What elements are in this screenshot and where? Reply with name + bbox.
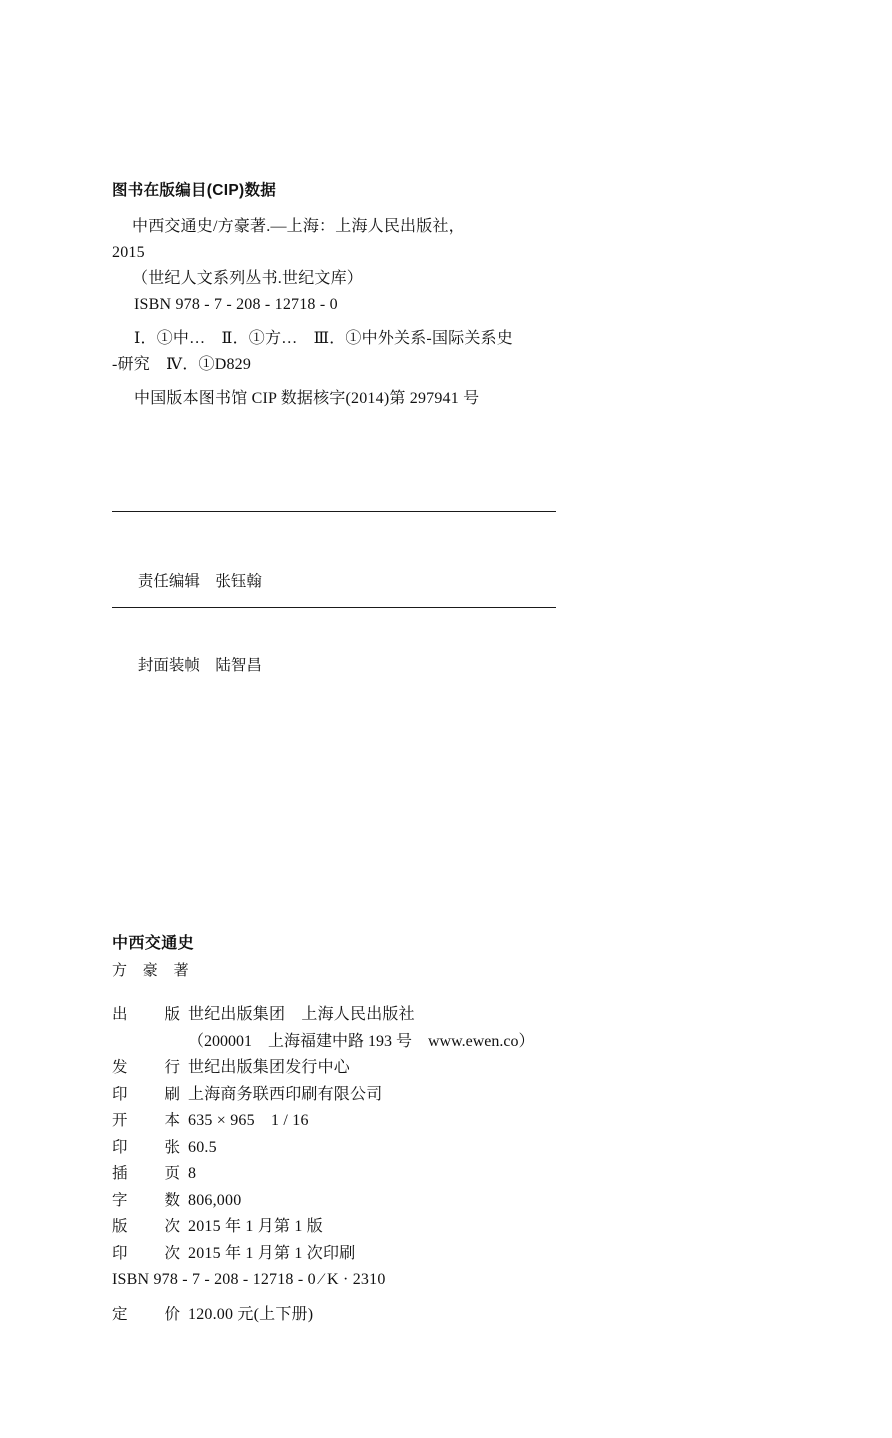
colophon-value-publisher: 世纪出版集团 上海人民出版社: [188, 1006, 415, 1023]
colophon-row-publisher: [112, 1002, 772, 1029]
colophon-value-edition: 2015 年 1 月第 1 版: [188, 1218, 324, 1235]
cip-line-series: （世纪人文系列丛书.世纪文库）: [132, 270, 364, 287]
colophon-value-distributor: 世纪出版集团发行中心: [188, 1059, 351, 1076]
colophon-row-price: [112, 1302, 772, 1329]
colophon-key-printer-char1: 印: [112, 1085, 128, 1103]
credit-row-editor: [112, 540, 572, 624]
cip-line-classification-2: -研究 Ⅳ．①D829: [112, 356, 252, 373]
credit-label-editor: 责任编辑: [137, 573, 200, 590]
colophon-key-publisher-char2: 版: [164, 1006, 180, 1023]
book-title: 中西交通史: [112, 935, 195, 952]
cip-line-classification-1: Ⅰ．①中… Ⅱ．①方… Ⅲ．①中外关系-国际关系史: [134, 330, 513, 347]
colophon-key-printing: [112, 1241, 188, 1268]
colophon-key-edition: [112, 1214, 188, 1241]
colophon-key-edition-char2: 次: [164, 1218, 180, 1235]
cip-heading: 图书在版编目(CIP)数据: [112, 182, 277, 199]
colophon-value-printer: 上海商务联西印刷有限公司: [188, 1085, 383, 1103]
cip-line-1: 中西交通史/方豪著.—上海：上海人民出版社，: [132, 218, 465, 235]
colophon-key-publisher-char1: 出: [112, 1006, 128, 1023]
divider-top: [112, 511, 556, 512]
credits-block: [112, 540, 572, 708]
book-author: 方 豪 著: [112, 962, 190, 979]
colophon-key-publisher: [112, 1002, 188, 1029]
colophon-key-format-char1: 开: [112, 1112, 128, 1129]
colophon-key-printer: [112, 1082, 188, 1109]
colophon-key-wordcount-char1: 字: [112, 1191, 128, 1209]
cip-line-2: 2015: [112, 244, 145, 261]
colophon-key-format-char2: 本: [164, 1112, 180, 1129]
colophon-key-inserts-char1: 插: [112, 1165, 128, 1182]
colophon-row-inserts: [112, 1161, 772, 1188]
colophon-key-price-char2: 价: [164, 1305, 180, 1323]
credit-value-cover-design: 陆智昌: [215, 657, 262, 674]
colophon-key-sheets-char1: 印: [112, 1138, 128, 1156]
colophon-key-printer-char2: 刷: [164, 1085, 180, 1103]
colophon-row-distributor: [112, 1055, 772, 1082]
colophon-key-format: [112, 1108, 188, 1135]
colophon-row-edition: [112, 1214, 772, 1241]
colophon-value-format: 635 × 965 1 / 16: [188, 1112, 309, 1129]
cip-block: [112, 178, 672, 412]
colophon-key-inserts: [112, 1161, 188, 1188]
colophon-value-sheets: 60.5: [188, 1138, 217, 1156]
colophon-key-wordcount-char2: 数: [164, 1191, 180, 1209]
colophon-row-printing: [112, 1241, 772, 1268]
credit-label-cover-design: 封面装帧: [137, 657, 200, 674]
colophon-key-sheets: [112, 1135, 188, 1162]
colophon-key-printing-char1: 印: [112, 1244, 128, 1262]
colophon-value-printing: 2015 年 1 月第 1 次印刷: [188, 1244, 356, 1262]
colophon-value-wordcount: 806,000: [188, 1191, 242, 1209]
colophon-row-sheets: [112, 1135, 772, 1162]
colophon-key-printing-char2: 次: [164, 1244, 180, 1262]
colophon-row-printer: [112, 1082, 772, 1109]
colophon-key-inserts-char2: 页: [164, 1165, 180, 1182]
colophon-publisher-address: （200001 上海福建中路 193 号 www.ewen.co）: [188, 1032, 535, 1050]
colophon-key-distributor-char1: 发: [112, 1059, 128, 1076]
cip-line-catalog-number: 中国版本图书馆 CIP 数据核字(2014)第 297941 号: [134, 390, 480, 407]
colophon-key-distributor: [112, 1055, 188, 1082]
colophon-key-sheets-char2: 张: [164, 1138, 180, 1156]
colophon-isbn: ISBN 978 - 7 - 208 - 12718 - 0 ∕ K · 2310: [112, 1271, 386, 1288]
colophon-key-price: [112, 1302, 188, 1329]
colophon-block: [112, 930, 772, 1328]
colophon-value-inserts: 8: [188, 1165, 197, 1182]
cip-line-isbn: ISBN 978 - 7 - 208 - 12718 - 0: [134, 296, 338, 313]
colophon-value-price: 120.00 元(上下册): [188, 1305, 314, 1323]
colophon-spacer: [112, 1294, 772, 1302]
colophon-key-edition-char1: 版: [112, 1218, 128, 1235]
colophon-row-wordcount: [112, 1188, 772, 1215]
colophon-key-wordcount: [112, 1188, 188, 1215]
colophon-key-distributor-char2: 行: [164, 1059, 180, 1076]
credit-value-editor: 张钰翰: [215, 573, 262, 590]
colophon-row-format: [112, 1108, 772, 1135]
colophon-key-price-char1: 定: [112, 1305, 128, 1323]
credit-row-cover-design: [112, 624, 572, 708]
